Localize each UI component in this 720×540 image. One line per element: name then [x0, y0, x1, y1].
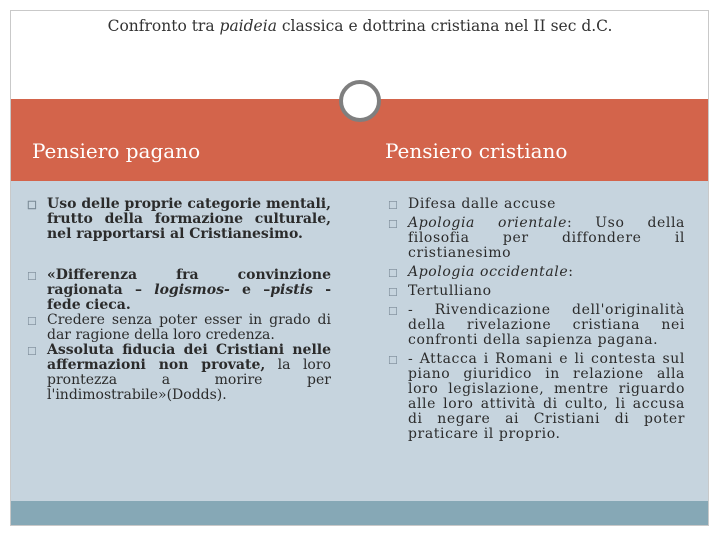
left-item-2-text-d: pistis — [270, 282, 313, 298]
title-text-italic: paideia — [219, 17, 277, 35]
footer-bar — [11, 501, 708, 525]
left-item-2-text-c: e – — [229, 282, 271, 298]
checkbox-bullet-icon: ☐ — [27, 199, 37, 212]
right-item-3-text-b: : — [568, 264, 574, 280]
right-column — [388, 197, 685, 442]
right-item-1-text: Difesa dalle accuse — [408, 196, 557, 212]
right-item-6 — [388, 352, 685, 442]
left-item-2 — [27, 268, 331, 313]
checkbox-bullet-icon: ☐ — [388, 354, 399, 367]
left-item-2-text-a: «Differenza fra convinzione ragionata – — [47, 267, 331, 298]
header-left: Pensiero pagano — [32, 139, 201, 163]
left-item-1-text: Uso delle proprie categorie mentali, frutto della formazione culturale, nel rapportarsi al Cristianesimo. — [47, 196, 331, 242]
title-text-pre: Confronto tra — [107, 17, 220, 35]
checkbox-bullet-icon: ☐ — [388, 267, 399, 280]
right-item-6-text: - Attacca i Romani e li contesta sul piano giuridico in relazione alla loro legislazione, mentre riguardo alle loro attività di culto, li accusa di negare ai Cristiani di poter praticare il proprio. — [408, 351, 685, 442]
left-item-3 — [27, 313, 331, 343]
header-right: Pensiero cristiano — [385, 139, 568, 163]
right-item-3 — [388, 265, 685, 280]
checkbox-bullet-icon: ☐ — [27, 270, 37, 283]
left-item-1 — [27, 197, 331, 242]
left-item-4-text-a: Assoluta fiducia dei Cristiani nelle affermazioni non provate, — [47, 342, 331, 373]
right-item-4 — [388, 284, 685, 299]
checkbox-bullet-icon: ☐ — [27, 315, 37, 328]
right-item-4-text: Tertulliano — [408, 283, 492, 299]
right-item-5 — [388, 303, 685, 348]
right-item-2-text-b: : Uso della filosofia per diffondere il cristianesimo — [408, 215, 685, 261]
checkbox-bullet-icon: ☐ — [388, 305, 399, 318]
slide-title — [0, 17, 720, 35]
left-item-2-text-e: - fede cieca. — [47, 282, 332, 313]
title-text-post: classica e dottrina cristiana nel II sec d.C. — [276, 17, 613, 35]
left-column — [27, 197, 331, 403]
left-item-4-text-b: la loro prontezza a morire per l'indimostrabile»(Dodds). — [47, 357, 331, 403]
right-item-2-text-a: Apologia orientale — [408, 215, 567, 231]
right-item-5-text: - Rivendicazione dell'originalità della rivelazione cristiana nei confronti della sapienza pagana. — [408, 302, 685, 348]
circle-icon — [339, 80, 381, 122]
right-item-3-text-a: Apologia occidentale — [408, 264, 569, 280]
left-item-2-text-b: logismos- — [154, 282, 230, 298]
checkbox-bullet-icon: ☐ — [27, 345, 37, 358]
checkbox-bullet-icon: ☐ — [388, 199, 399, 212]
right-item-2 — [388, 216, 685, 261]
right-item-1 — [388, 197, 685, 212]
left-item-4 — [27, 343, 331, 403]
checkbox-bullet-icon: ☐ — [388, 286, 399, 299]
left-item-3-text: Credere senza poter esser in grado di dar ragione della loro credenza. — [47, 312, 331, 343]
checkbox-bullet-icon: ☐ — [388, 218, 399, 231]
